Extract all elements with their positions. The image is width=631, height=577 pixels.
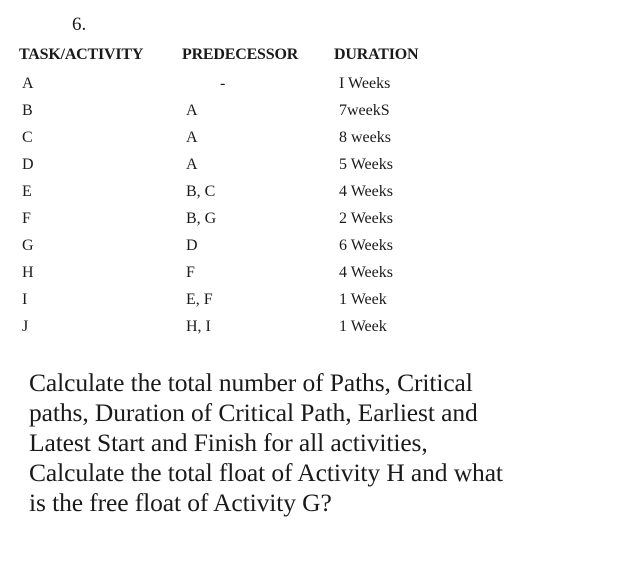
table-row — [0, 290, 631, 317]
cell-duration: 4 Weeks — [339, 183, 393, 200]
cell-task: G — [22, 237, 34, 254]
cell-duration: 5 Weeks — [339, 156, 393, 173]
cell-predecessor: A — [186, 156, 198, 173]
table-header — [0, 46, 631, 68]
question-number: 6. — [72, 14, 87, 35]
cell-duration: 8 weeks — [339, 129, 391, 146]
question-text — [29, 368, 619, 518]
cell-predecessor: D — [186, 237, 198, 254]
cell-predecessor: - — [220, 75, 226, 92]
cell-predecessor: B, C — [186, 183, 216, 200]
table-row — [0, 236, 631, 263]
table-row — [0, 155, 631, 182]
question-line: paths, Duration of Critical Path, Earliest and — [29, 398, 478, 427]
cell-duration: 6 Weeks — [339, 237, 393, 254]
cell-duration: I Weeks — [339, 75, 391, 92]
question-line: Calculate the total float of Activity H and what — [29, 458, 503, 487]
cell-task: I — [22, 291, 28, 308]
cell-task: D — [22, 156, 34, 173]
cell-duration: 1 Week — [339, 318, 387, 335]
cell-task: B — [22, 102, 33, 119]
cell-task: J — [22, 318, 29, 335]
cell-predecessor: B, G — [186, 210, 217, 227]
cell-predecessor: F — [186, 264, 195, 281]
table-body — [0, 74, 631, 344]
header-predecessor: PREDECESSOR — [182, 46, 299, 63]
table-row — [0, 74, 631, 101]
cell-task: A — [22, 75, 34, 92]
table-row — [0, 101, 631, 128]
cell-task: H — [22, 264, 34, 281]
table-row — [0, 263, 631, 290]
cell-duration: 1 Week — [339, 291, 387, 308]
table-row — [0, 182, 631, 209]
cell-duration: 4 Weeks — [339, 264, 393, 281]
table-row — [0, 128, 631, 155]
cell-task: E — [22, 183, 32, 200]
header-duration: DURATION — [334, 46, 419, 63]
cell-predecessor: A — [186, 102, 198, 119]
header-task-activity: TASK/ACTIVITY — [19, 46, 144, 63]
cell-task: C — [22, 129, 33, 146]
cell-predecessor: H, I — [186, 318, 211, 335]
question-line: is the free float of Activity G? — [29, 488, 332, 517]
cell-duration: 7weekS — [339, 102, 390, 119]
cell-duration: 2 Weeks — [339, 210, 393, 227]
question-line: Latest Start and Finish for all activities, — [29, 428, 428, 457]
question-line: Calculate the total number of Paths, Critical — [29, 368, 473, 397]
cell-task: F — [22, 210, 31, 227]
table-row — [0, 317, 631, 344]
table-row — [0, 209, 631, 236]
cell-predecessor: A — [186, 129, 198, 146]
cell-predecessor: E, F — [186, 291, 213, 308]
